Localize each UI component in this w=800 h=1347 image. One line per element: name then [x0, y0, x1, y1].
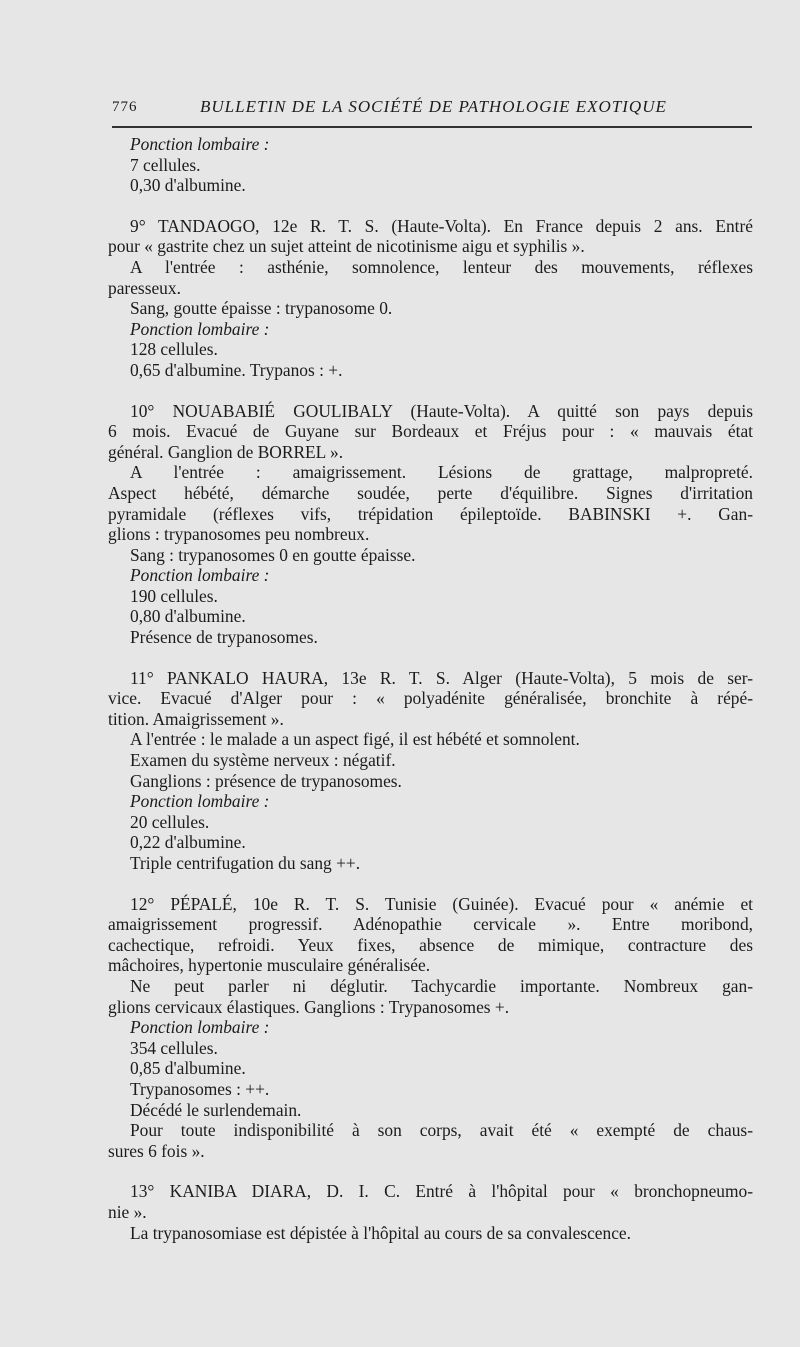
text-line: 190 cellules.: [130, 585, 218, 606]
text-line: 10° NOUABABIÉ GOULIBALY (Haute-Volta). A quitté son pays depuis: [130, 400, 753, 421]
text-line: Présence de trypanosomes.: [130, 627, 318, 648]
text-line: 354 cellules.: [130, 1037, 218, 1058]
text-line: 20 cellules.: [130, 811, 210, 832]
text-line: 0,65 d'albumine. Trypanos : +.: [130, 359, 343, 380]
text-line: 12° PÉPALÉ, 10e R. T. S. Tunisie (Guinée). Evacué pour « anémie et: [130, 893, 753, 914]
text-line: mâchoires, hypertonie musculaire généralisée.: [108, 955, 431, 976]
text-line: 0,85 d'albumine.: [130, 1058, 246, 1079]
text-line: 7 cellules.: [130, 154, 201, 175]
text-line: La trypanosomiase est dépistée à l'hôpital au cours de sa convalescence.: [130, 1222, 631, 1243]
text-line: pyramidale (réflexes vifs, trépidation épileptoïde. BABINSKI +. Gan-: [108, 503, 753, 524]
text-line: Sang : trypanosomes 0 en goutte épaisse.: [130, 544, 416, 565]
text-line: Trypanosomes : ++.: [130, 1078, 270, 1099]
text-line: Ne peut parler ni déglutir. Tachycardie importante. Nombreux gan-: [130, 975, 753, 996]
text-line: Aspect hébété, démarche soudée, perte d'équilibre. Signes d'irritation: [108, 482, 753, 503]
text-line: Examen du système nerveux : négatif.: [130, 750, 396, 771]
text-line: A l'entrée : asthénie, somnolence, lenteur des mouvements, réflexes: [130, 256, 753, 277]
text-line: Ponction lombaire :: [130, 1017, 270, 1038]
text-line: 11° PANKALO HAURA, 13e R. T. S. Alger (Haute-Volta), 5 mois de ser-: [130, 667, 753, 688]
text-line: amaigrissement progressif. Adénopathie cervicale ». Entre moribond,: [108, 914, 753, 935]
text-line: Ponction lombaire :: [130, 134, 270, 154]
text-line: 9° TANDAOGO, 12e R. T. S. (Haute-Volta). En France depuis 2 ans. Entré: [130, 215, 753, 236]
header-rule: [112, 126, 752, 128]
text-line: Ganglions : présence de trypanosomes.: [130, 770, 402, 791]
paragraph-gap: [108, 648, 753, 668]
text-line: nie ».: [108, 1201, 147, 1222]
text-line: Ponction lombaire :: [130, 318, 270, 339]
text-line: cachectique, refroidi. Yeux fixes, absence de mimique, contracture des: [108, 934, 753, 955]
text-line: 6 mois. Evacué de Guyane sur Bordeaux et Fréjus pour : « mauvais état: [108, 421, 753, 442]
paragraph-gap: [108, 196, 753, 216]
text-line: 13° KANIBA DIARA, D. I. C. Entré à l'hôpital pour « bronchopneumo-: [130, 1181, 753, 1202]
text-line: vice. Evacué d'Alger pour : « polyadénite généralisée, bronchite à répé-: [108, 688, 753, 709]
body-text: [108, 134, 753, 1243]
text-line: Décédé le surlendemain.: [130, 1099, 302, 1120]
page-header: [112, 95, 752, 125]
paragraph-gap: [108, 381, 753, 401]
text-line: glions : trypanosomes peu nombreux.: [108, 524, 370, 545]
text-line: 0,30 d'albumine.: [130, 175, 246, 196]
text-line: A l'entrée : le malade a un aspect figé, il est hébété et somnolent.: [130, 729, 580, 750]
text-line: Triple centrifugation du sang ++.: [130, 853, 361, 873]
text-line: Sang, goutte épaisse : trypanosome 0.: [130, 298, 393, 319]
running-title: BULLETIN DE LA SOCIÉTÉ DE PATHOLOGIE EXOTIQUE: [200, 97, 667, 116]
text-line: Ponction lombaire :: [130, 791, 270, 812]
text-line: 0,80 d'albumine.: [130, 606, 246, 627]
paragraph-gap: [108, 1161, 753, 1181]
text-line: Ponction lombaire :: [130, 565, 270, 586]
text-line: paresseux.: [108, 277, 181, 298]
paragraph-gap: [108, 874, 753, 894]
text-line: 0,22 d'albumine.: [130, 832, 246, 853]
text-line: A l'entrée : amaigrissement. Lésions de grattage, malpropreté.: [130, 462, 753, 483]
text-line: tition. Amaigrissement ».: [108, 708, 284, 729]
text-line: sures 6 fois ».: [108, 1140, 205, 1161]
text-line: Pour toute indisponibilité à son corps, avait été « exempté de chaus-: [130, 1120, 753, 1141]
text-line: pour « gastrite chez un sujet atteint de nicotinisme aigu et syphilis ».: [108, 236, 585, 257]
page-number: 776: [112, 99, 138, 115]
text-line: 128 cellules.: [130, 339, 218, 360]
text-line: général. Ganglion de BORREL ».: [108, 441, 344, 462]
text-line: glions cervicaux élastiques. Ganglions : Trypanosomes +.: [108, 996, 510, 1017]
